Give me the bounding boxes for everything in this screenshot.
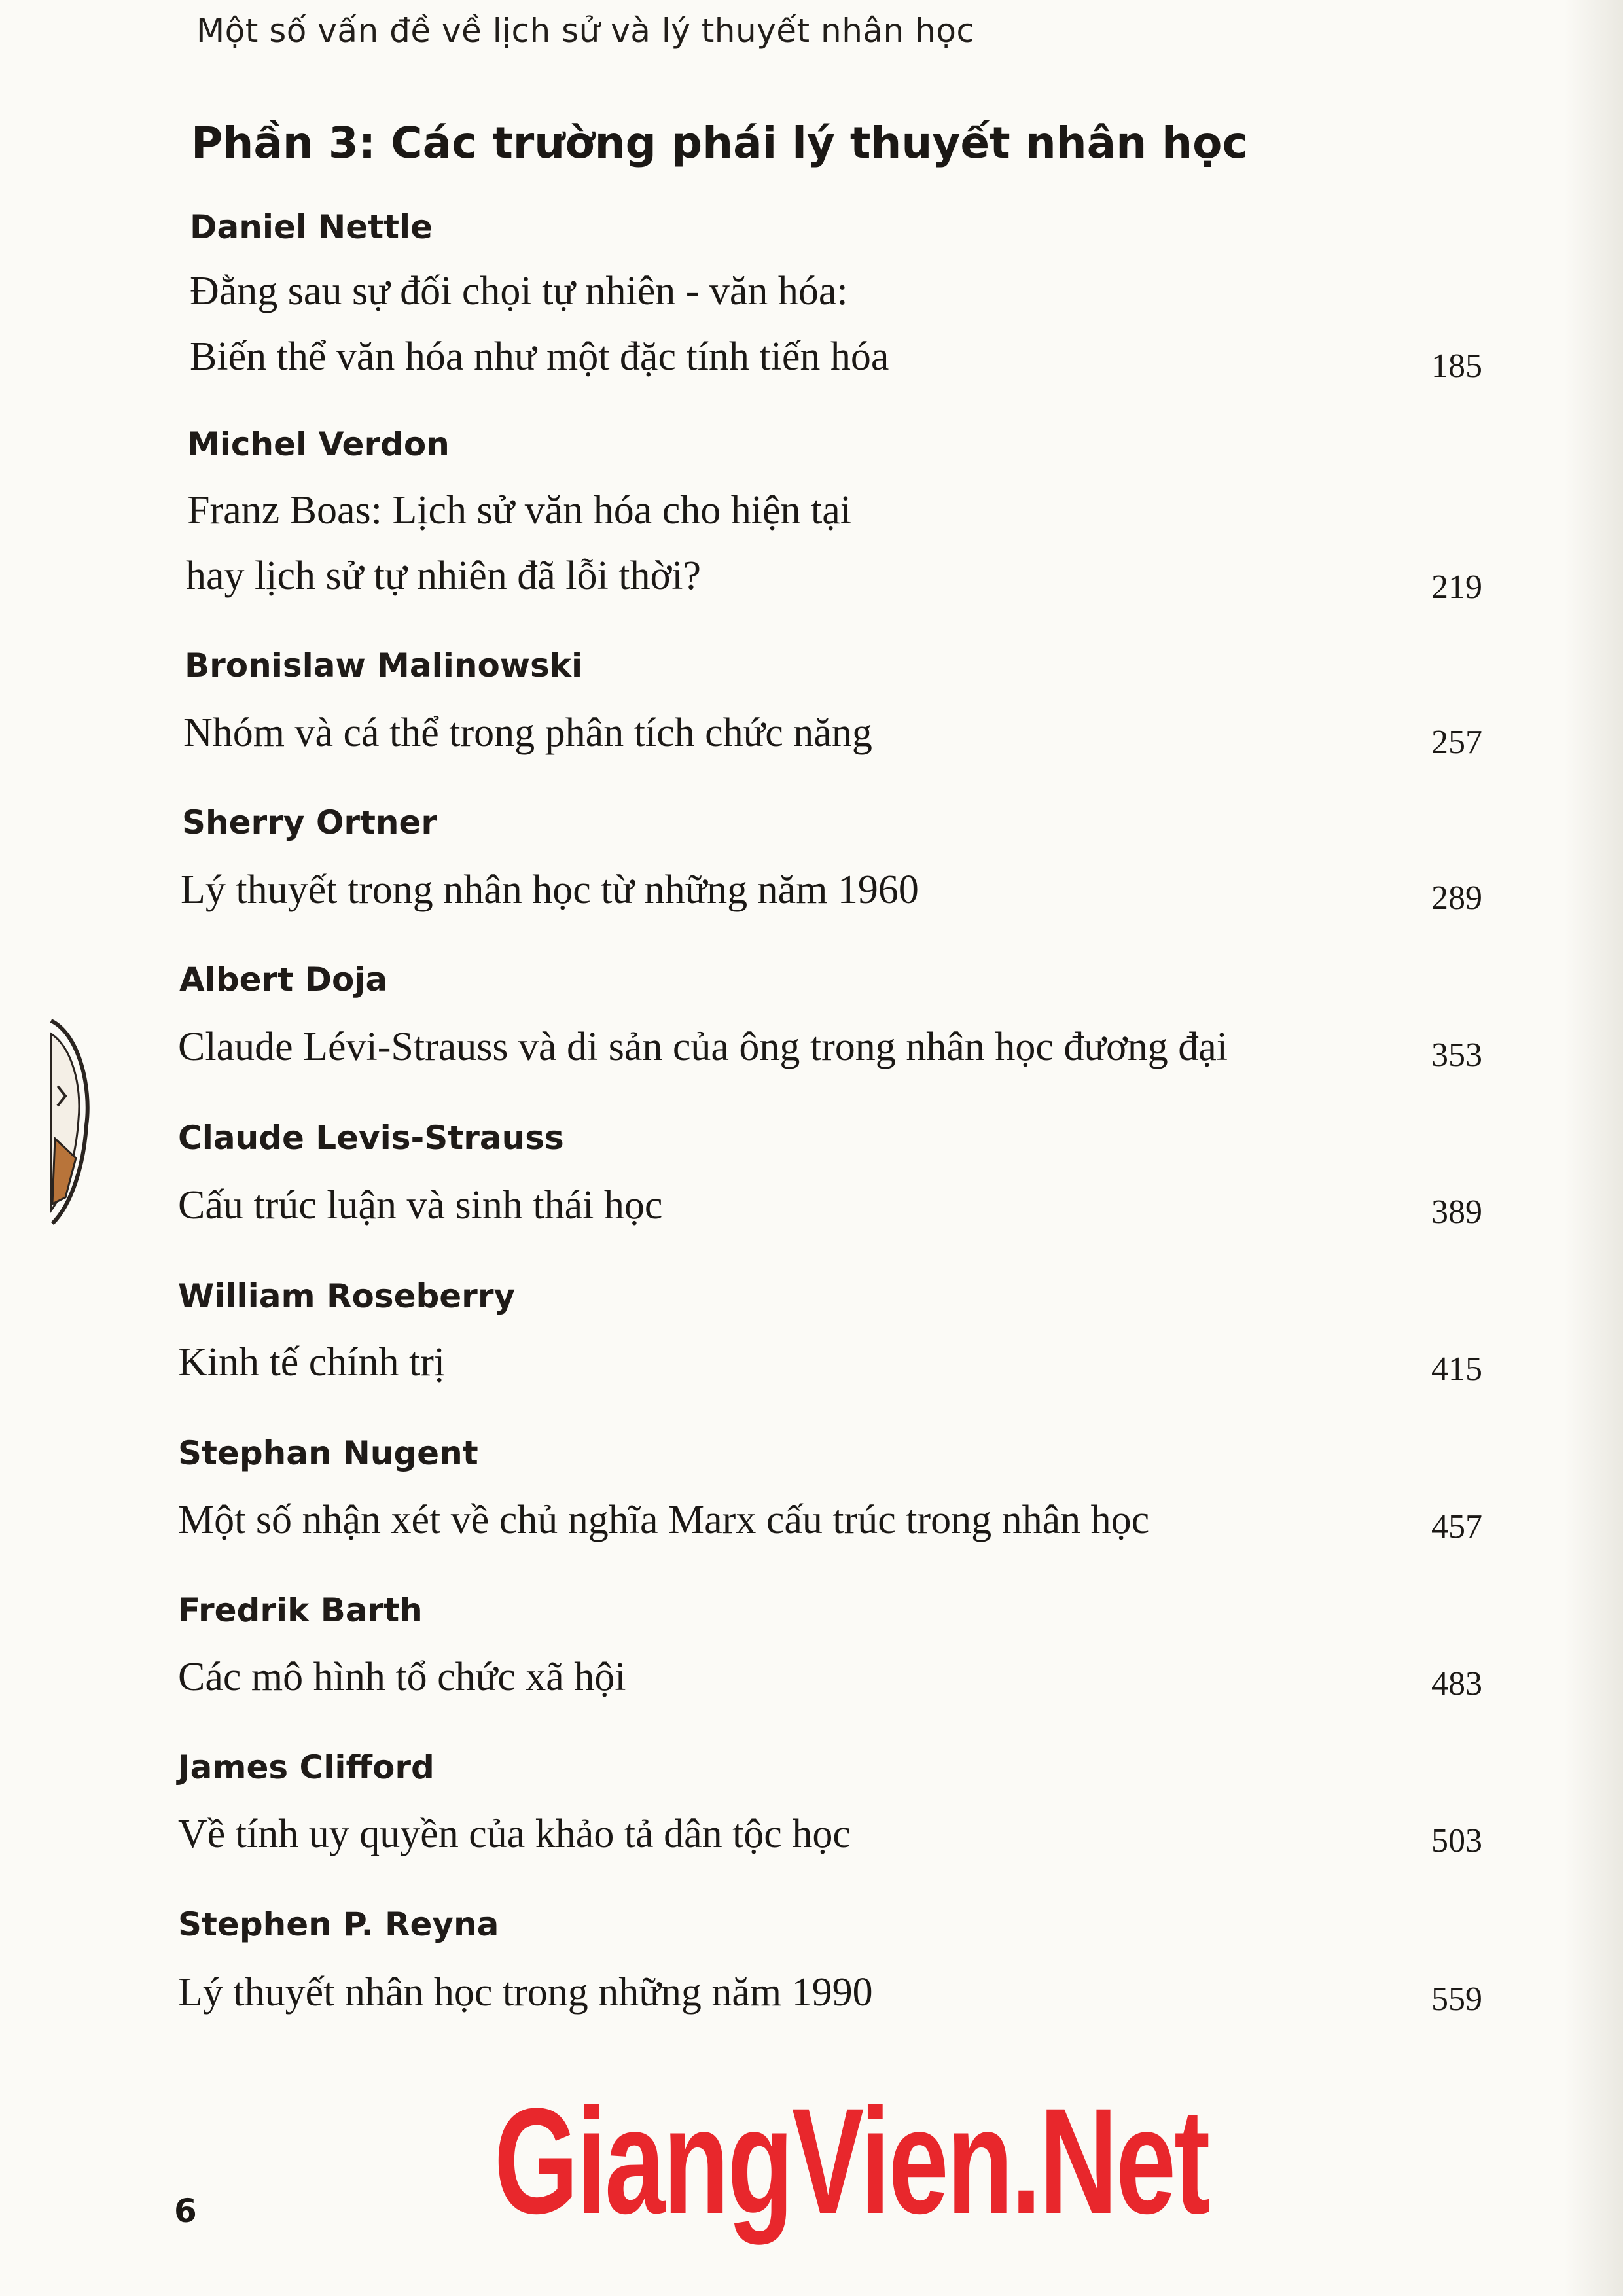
watermark: GiangVien.Net xyxy=(494,2077,1209,2245)
entry-author: Stephan Nugent xyxy=(178,1434,478,1472)
entry-author: James Clifford xyxy=(178,1748,435,1786)
entry-author: Michel Verdon xyxy=(187,425,450,463)
running-header: Một số vấn đề về lịch sử và lý thuyết nhân học xyxy=(196,12,975,50)
entry-author: Stephen P. Reyna xyxy=(178,1905,499,1943)
entry-title-line: Lý thuyết trong nhân học từ những năm 1960 xyxy=(181,868,919,912)
entry-title-line: Biến thể văn hóa như một đặc tính tiến hóa xyxy=(190,334,889,379)
entry-title-line: Claude Lévi-Strauss và di sản của ông trong nhân học đương đại xyxy=(178,1025,1228,1069)
entry-title-line: Nhóm và cá thể trong phân tích chức năng xyxy=(183,711,872,755)
entry-page-number: 257 xyxy=(1431,724,1482,761)
entry-title-line: Về tính uy quyền của khảo tả dân tộc học xyxy=(178,1812,851,1856)
entry-title-line: Lý thuyết nhân học trong những năm 1990 xyxy=(178,1970,873,2015)
entry-title-line: Kinh tế chính trị xyxy=(178,1340,446,1385)
entry-title-line: Cấu trúc luận và sinh thái học xyxy=(178,1183,663,1227)
entry-author: Bronislaw Malinowski xyxy=(185,646,583,684)
entry-title-line: Đằng sau sự đối chọi tự nhiên - văn hóa: xyxy=(190,269,848,313)
entry-page-number: 457 xyxy=(1431,1508,1482,1545)
entry-title-line: Một số nhận xét về chủ nghĩa Marx cấu trúc trong nhân học xyxy=(178,1498,1150,1542)
entry-author: Claude Levis-Strauss xyxy=(178,1119,564,1157)
entry-title-line: hay lịch sử tự nhiên đã lỗi thời? xyxy=(186,554,702,598)
entry-author: Fredrik Barth xyxy=(178,1591,423,1629)
entry-author: Sherry Ortner xyxy=(182,804,438,841)
entry-page-number: 389 xyxy=(1431,1193,1482,1231)
entry-page-number: 415 xyxy=(1431,1351,1482,1388)
entry-page-number: 503 xyxy=(1431,1822,1482,1860)
page-number: 6 xyxy=(174,2192,197,2230)
entry-page-number: 219 xyxy=(1431,569,1482,606)
entry-author: Daniel Nettle xyxy=(190,208,433,246)
entry-title-line: Franz Boas: Lịch sử văn hóa cho hiện tại xyxy=(187,488,852,533)
page-edge-shadow xyxy=(1564,0,1623,2296)
entry-page-number: 559 xyxy=(1431,1981,1482,2018)
entry-title-line: Các mô hình tổ chức xã hội xyxy=(178,1655,626,1699)
entry-page-number: 353 xyxy=(1431,1036,1482,1074)
entry-page-number: 185 xyxy=(1431,347,1482,385)
entry-page-number: 483 xyxy=(1431,1665,1482,1703)
entry-page-number: 289 xyxy=(1431,879,1482,917)
entry-author: Albert Doja xyxy=(179,961,388,998)
entry-author: William Roseberry xyxy=(178,1277,516,1315)
edge-illustration xyxy=(46,1008,98,1230)
section-title: Phần 3: Các trường phái lý thuyết nhân học xyxy=(191,118,1248,168)
